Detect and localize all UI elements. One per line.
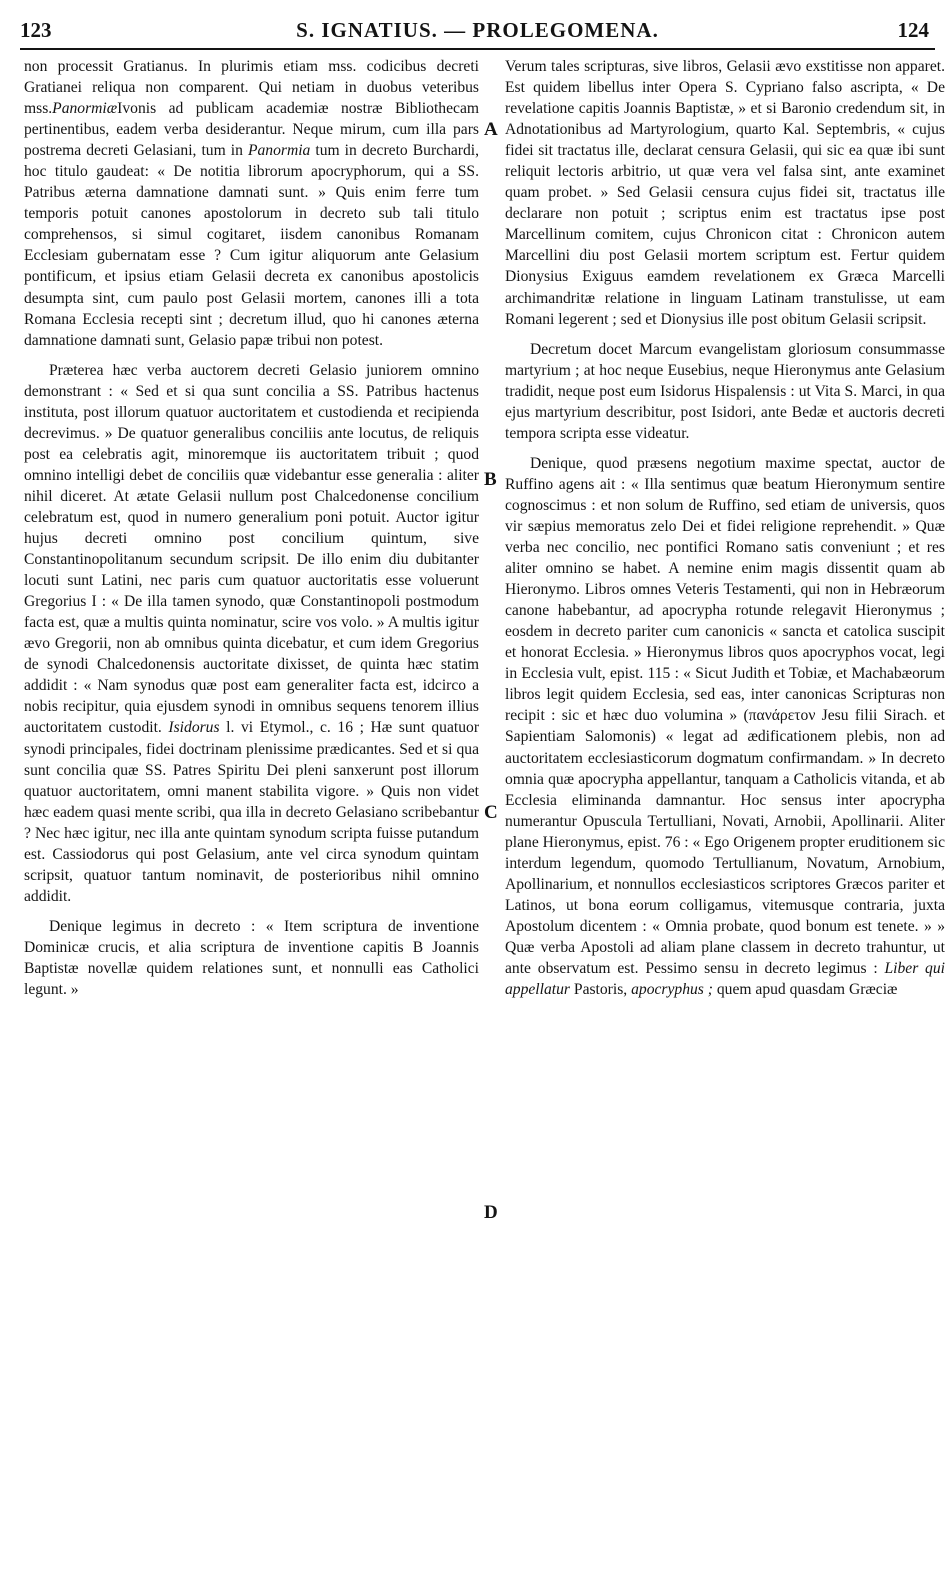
margin-marker-b: B	[484, 469, 497, 490]
right-column	[505, 56, 945, 1000]
page-number-left: 123	[20, 18, 52, 42]
left-paragraph-3: Denique legimus in decreto : « Item scriptura de inventione Dominicæ crucis, et alia scriptura de inventione capitis B Joannis Baptistæ novellæ quidem relationes sunt, et nonnulli eas Catholici legunt. »	[24, 917, 479, 999]
page-header	[20, 14, 935, 50]
margin-marker-d: D	[484, 1202, 498, 1223]
left-paragraph-2: Præterea hæc verba auctorem decreti Gelasio juniorem omnino demonstrant : « Sed et si qua sunt concilia a SS. Patribus hactenus instituta, post illorum quatuor auctoritatem et custodienda et recipienda decrevimus. » De quatuor generalibus conciliis ante locutus, de reliquis post ea celebratis agit, minoremque iis auctoritatem tribuit ; quod omnino intelligi debet de conciliis quæ videbantur esse generalia : aliter nihil diceret. At ætate Gelasii nullum post Chalcedonense concilium celebratum est, quod in numero generalium poni potuit. Auctor igitur hujus decreti omnino post concilium quintum, sive Constantinopolitanum secundum scripsit. De illo enim diu dubitanter locuti sunt Latini, nec paris cum quatuor auctoritatis esse voluerunt Gregorius I : « De illa tamen synodo, quæ Constantinopoli postmodum facta est, quæ a multis quinta nominatur, scire vos volo. » A multis igitur ævo Gregorii, non ab omnibus quinta dicebatur, et cum idem Gregorius de synodi Chalcedonensis auctoritate dixisset, de quinta hæc statim addidit : « Nam synodus quæ post eam generaliter facta est, idcirco a nobis recipitur, quia ejusdem synodi in omnibus sequens tenorem illius auctoritatem custodit. Isidorus l. vi Etymol., c. 16 ; Hæ sunt quatuor synodi principales, fidei doctrinam plenissime prædicantes. Sed et si qua sunt concilia quæ SS. Patres Spiritu Dei pleni sanxerunt post illorum quatuor auctoritatem, omni manent stabilita vigore. » Quis non videt hæc eadem quasi mente scribi, qua illa in decreto Gelasiano scribebantur ? Nec hæc igitur, nec illa ante quintam synodum scripta fuisse putandum est. Cassiodorus qui post Gelasium, ante vel circa synodum quintam scripsit, quatuor tantum nominavit, de posterioribus nihil omnino addidit.	[24, 361, 480, 905]
page-number-right: 124	[897, 18, 929, 42]
margin-marker-c: C	[484, 802, 498, 823]
margin-marker-a: A	[484, 119, 498, 140]
left-column	[24, 56, 479, 1000]
left-paragraph-1: non processit Gratianus. In plurimis etiam mss. codicibus decreti Gratianei reliqua non comparent. Qui netiam in duobus veteribus mss.PanormiæIvonis ad publicam academiæ nostræ Bibliothecam pertinentibus, eadem verba desiderantur. Neque mirum, cum illa pars postrema decreti Gelasiani, tum in Panormia tum in decreto Burchardi, hoc titulo gaudeat: « De notitia librorum apocryphorum, qui a SS. Patribus æterna damnatione damnati sunt. » Quis enim ferre tum temporis potuit canones apostolorum in decreto sub tali titulo comprehensos, si simul cogitaret, iisdem canonibus Romanam Ecclesiam gubernatam esse ? Cum igitur aliquorum ante Gelasium pontificum, et ipsius etiam Gelasii decreta ex canonibus apostolicis desumpta sint, cum paulo post Gelasii mortem, canones illi a tota Romana Ecclesia recepti sint ; decretum illud, quo hi canones æterna damnatione damnati sunt, Gelasio papæ tribui non potest.	[24, 58, 480, 349]
running-head: S. IGNATIUS. — PROLEGOMENA.	[296, 18, 659, 42]
right-paragraph-3: Denique, quod præsens negotium maxime spectat, auctor de Ruffino agens ait : « Illa sentimus quæ beatum Hieronymum sentire cognoscimus : et non solum de Ruffino, sed etiam de universis, quos vir sæpius memoratus zelo Dei et fidei religione reprehendit. » Quæ verba nec concilio, nec pontifici Romano satis conveniunt ; et res aliter omnino se habet. A nemine enim magis dissentit quam ab Hieronymo. Libros omnes Veteris Testamenti, qui non in Hebræorum canone habebantur, ad apocrypha rotunde relegavit Hieronymus ; eosdem in decreto pariter cum canonicis « sancta et catolica suscipit et honorat Ecclesia. » Hieronymus libros quos apocryphos vocat, legi in Ecclesia vult, epist. 115 : « Sicut Judith et Tobiæ, et Machabæorum libros legit quidem Ecclesia, sed eas, inter canonicas Scripturas non recipit : sic et hæc duo volumina » (πανάρετον Jesu filii Sirach. et Sapientiam Salomonis) « legat ad ædificationem plebis, non ad auctoritatem ecclesiasticorum dogmatum confirmandam. » In decreto omnia quæ apocrypha appellantur, tanquam a Catholicis vitanda, et ab Ecclesia eliminanda damnantur. Hoc sensus inter apocrypha numerantur Opuscula Tertulliani, Novati, Arnobii, Apollinarii. Aliter plane Hieronymus, epist. 76 : « Ego Origenem propter eruditionem sic interdum legendum, quomodo Tertullianum, Novatum, Arnobium, Apollinarium, et nonnullos ecclesiasticos scriptores Græcos pariter et Latinos, ut bona eorum colligamus, vitemusque contraria, juxta Apostolum dicentem : « Omnia probate, quod bonum est tenete. » » Quæ verba Apostoli ad aliam plane classem in decreto trahuntur, ut ante observatum est. Pessimo sensu in decreto legimus : Liber qui appellatur Pastoris, apocryphus ; quem apud quasdam Græciæ	[505, 454, 945, 999]
right-paragraph-2: Decretum docet Marcum evangelistam gloriosum consummasse martyrium ; at hoc neque Eusebius, neque Hieronymus ante Gelasium tradidit, neque post eum Isidorus Hispalensis : ut Vita S. Marci, in qua ejus martyrium describitur, post Isidori, ante Bedæ et auctoris decreti tempora scripta esse videatur.	[505, 340, 945, 442]
right-paragraph-1: Verum tales scripturas, sive libros, Gelasii ævo exstitisse non apparet. Est quidem libellus inter Opera S. Cypriano falso ascripta, « De revelatione capitis Joannis Baptistæ, » et si Baronio credendum sit, in Adnotationibus ad Martyrologium, quarto Kal. Septembris, « cujus fidei sit tractatus ille, declarat censura Gelasii, qui sic ea quæ ibi sunt reliquit lectoris arbitrio, ut quæ vera vel falsa sint, ante examinet quam probet. » Sed Gelasii censura cujus fidei sit, tractatus ille declarare non potuit ; scriptus enim est tractatus ipse post Marcellinum comitem, cujus Chronicon citat : Chronicon autem Marcellini diu post Gelasii mortem scriptum est. Fertur quidem Dionysius Exiguus eamdem revelationem ex Græca Marcelli archimandritæ relatione in linguam Latinam transtulisse, ut eam Romani legerent ; sed et Dionysius ille post obitum Gelasii scripsit.	[505, 58, 945, 328]
